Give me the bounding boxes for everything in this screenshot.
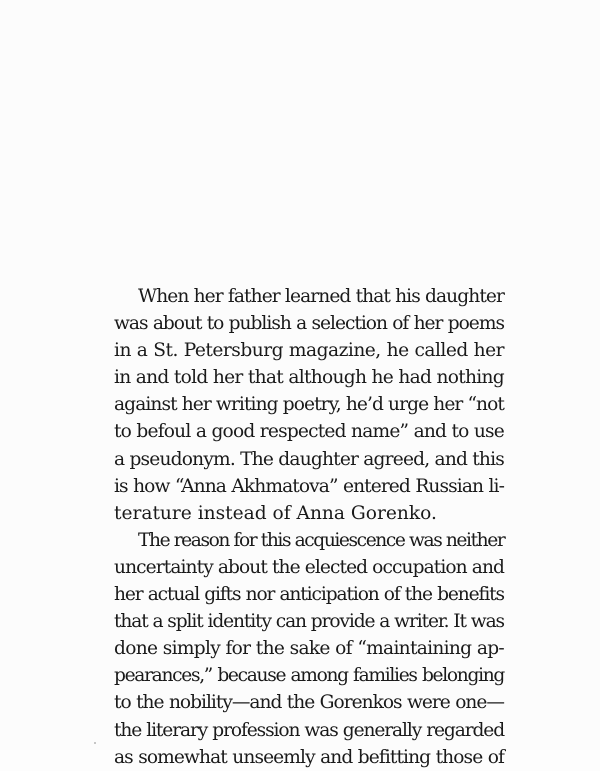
paragraph <box>114 283 504 527</box>
text-line: against her writing poetry, he’d urge her “not <box>114 394 504 416</box>
text-line: When her father learned that his daughter <box>138 286 504 307</box>
page-mark <box>94 742 96 744</box>
body-text <box>114 283 504 771</box>
text-line: done simply for the sake of “maintaining ap- <box>114 638 504 660</box>
text-line: as somewhat unseemly and befitting those of <box>114 746 504 768</box>
text-line: in a St. Petersburg magazine, he called her <box>114 340 504 362</box>
text-line: to the nobility—and the Gorenkos were one— <box>114 692 504 714</box>
text-line: pearances,” because among families belonging <box>114 665 504 687</box>
text-line: is how “Anna Akhmatova” entered Russian li- <box>114 475 504 497</box>
text-line: the literary profession was generally regarded <box>114 719 504 741</box>
text-line: in and told her that although he had nothing <box>114 367 504 389</box>
text-line: terature instead of Anna Gorenko. <box>114 502 437 524</box>
text-line: her actual gifts nor anticipation of the benefits <box>114 584 504 606</box>
text-line: uncertainty about the elected occupation and <box>114 556 505 578</box>
text-line: that a split identity can provide a writer. It was <box>114 611 504 633</box>
paragraph <box>114 527 504 771</box>
text-line: was about to publish a selection of her poems <box>114 313 504 335</box>
text-line: The reason for this acquiescence was neither <box>138 529 505 551</box>
text-line: to befoul a good respected name” and to use <box>114 421 504 443</box>
text-line: a pseudonym. The daughter agreed, and this <box>114 448 504 470</box>
